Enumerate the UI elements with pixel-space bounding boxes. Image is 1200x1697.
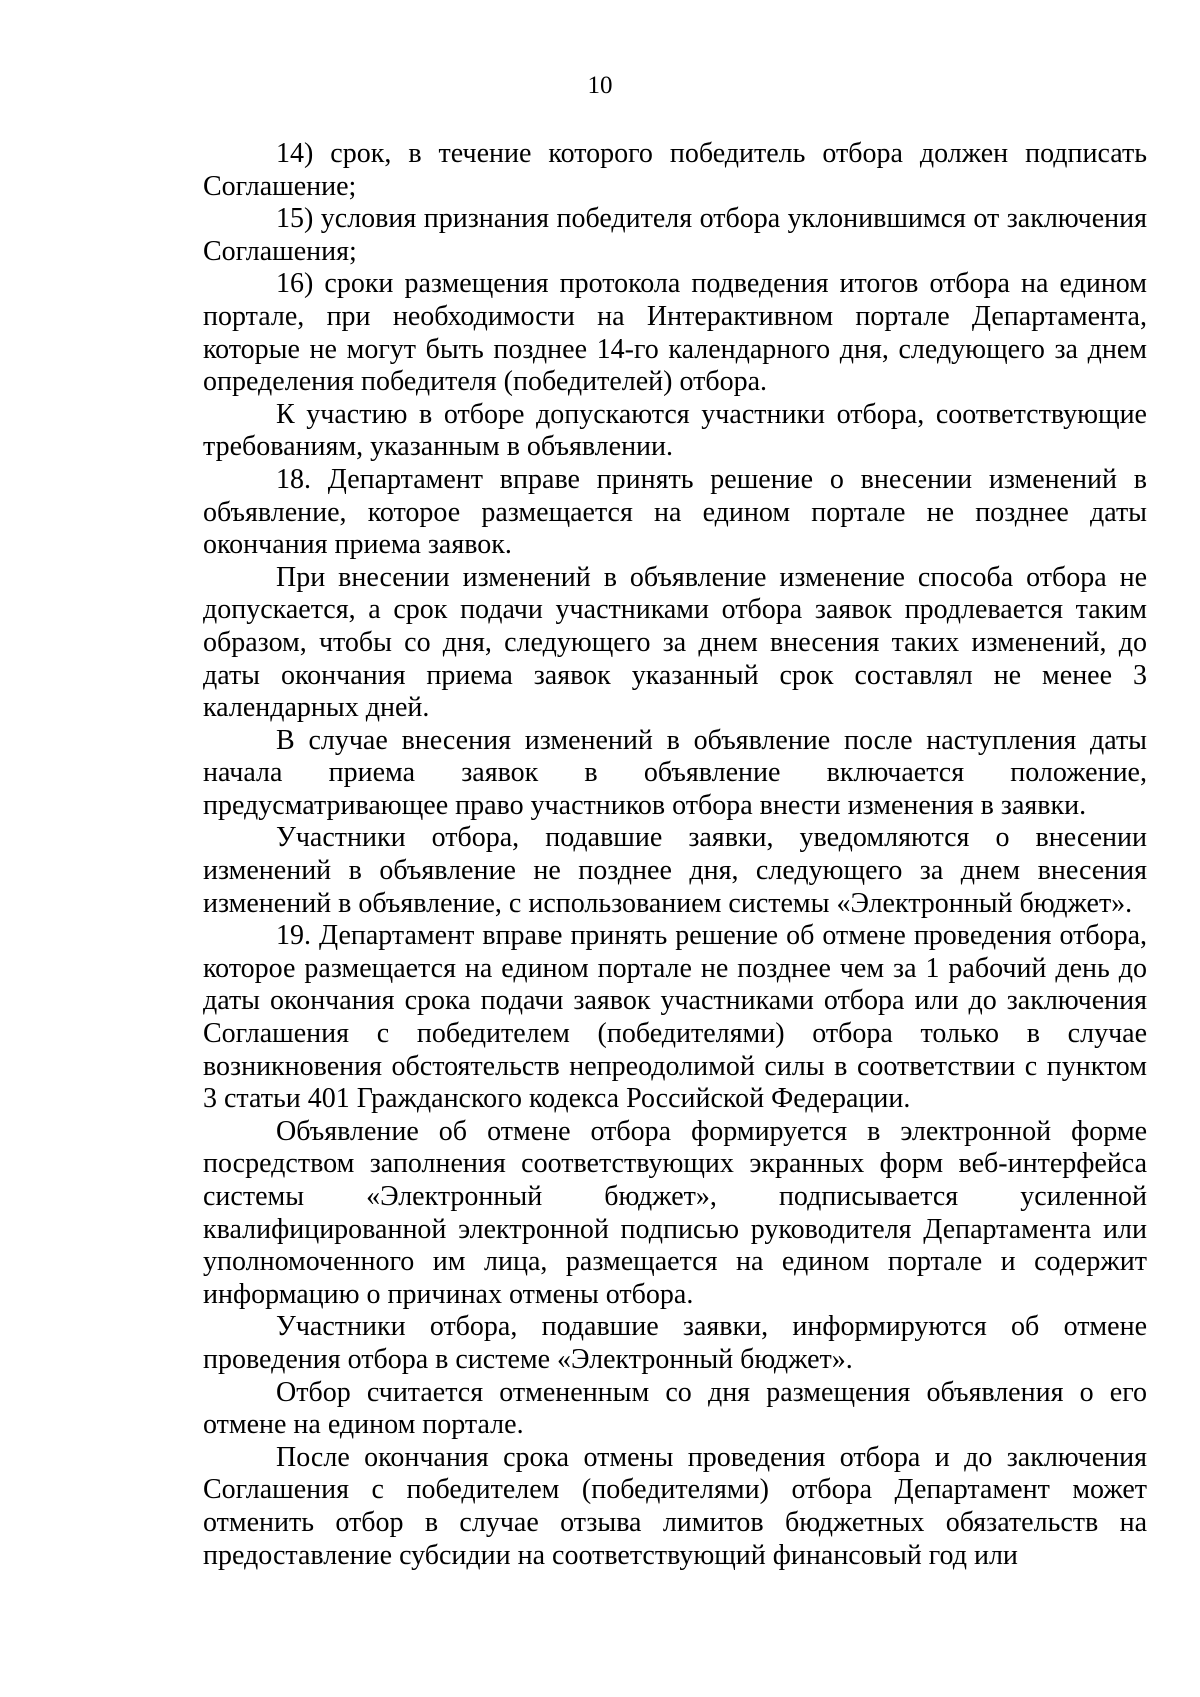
paragraph-item-15: 15) условия признания победителя отбора уклонившимся от заключения Соглашения; — [203, 203, 1147, 267]
paragraph-item-14: 14) срок, в течение которого победитель отбора должен подписать Соглашение; — [203, 138, 1147, 202]
paragraph-participants-notified: Участники отбора, подавшие заявки, уведомляются о внесении изменений в объявление не позднее дня, следующего за днем внесения изменений в объявление, с использованием системы «Электронный бюджет». — [203, 822, 1147, 919]
paragraph-item-16: 16) сроки размещения протокола подведения итогов отбора на едином портале, при необходимости на Интерактивном портале Департамента, которые не могут быть позднее 14-го календарного дня, следующего за днем определения победителя (победителей) отбора. — [203, 268, 1147, 398]
paragraph-clause-18: 18. Департамент вправе принять решение о внесении изменений в объявление, которое размещается на едином портале не позднее даты окончания приема заявок. — [203, 463, 1147, 561]
paragraph-participation: К участию в отборе допускаются участники отбора, соответствующие требованиям, указанным в объявлении. — [203, 398, 1147, 463]
paragraph-participants-informed: Участники отбора, подавшие заявки, информируются об отмене проведения отбора в системе «Электронный бюджет». — [203, 1311, 1147, 1375]
paragraph-selection-cancelled: Отбор считается отмененным со дня размещения объявления о его отмене на едином портале. — [203, 1376, 1147, 1441]
page-number: 10 — [587, 72, 613, 99]
paragraph-cancellation-notice: Объявление об отмене отбора формируется в электронной форме посредством заполнения соответствующих экранных форм веб-интерфейса системы «Электронный бюджет», подписывается усиленной квалифицированной электронной подписью руководителя Департамента или уполномоченного им лица, размещается на едином портале и содержит информацию о причинах отмены отбора. — [203, 1115, 1147, 1310]
paragraph-after-cancellation: После окончания срока отмены проведения отбора и до заключения Соглашения с победителем (победителями) отбора Департамент может отменить отбор в случае отзыва лимитов бюджетных обязательств на предоставление субсидии на соответствующий финансовый год или — [203, 1441, 1147, 1571]
paragraph-changes-method: При внесении изменений в объявление изменение способа отбора не допускается, а срок подачи участниками отбора заявок продлевается таким образом, чтобы со дня, следующего за днем внесения таких изменений, до даты окончания приема заявок указанный срок составлял не менее 3 календарных дней. — [203, 561, 1147, 724]
paragraph-clause-19: 19. Департамент вправе принять решение об отмене проведения отбора, которое размещается на едином портале не позднее чем за 1 рабочий день до даты окончания срока подачи заявок участниками отбора или до заключения Соглашения с победителем (победителями) отбора только в случае возникновения обстоятельств непреодолимой силы в соответствии с пунктом 3 статьи 401 Гражданского кодекса Российской Федерации. — [203, 920, 1147, 1115]
document-body — [203, 138, 1147, 1572]
paragraph-changes-after-start: В случае внесения изменений в объявление после наступления даты начала приема заявок в объявление включается положение, предусматривающее право участников отбора внести изменения в заявки. — [203, 724, 1147, 821]
